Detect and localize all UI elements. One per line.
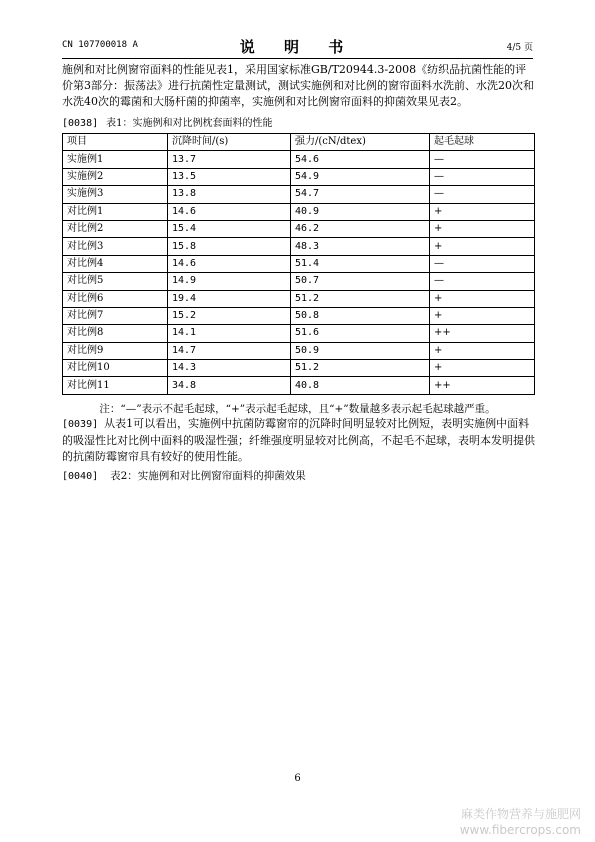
settling-time-cell: 14.1 [168,325,291,342]
pilling-cell: + [430,220,535,237]
pilling-cell: + [430,360,535,377]
table-row [63,151,535,168]
table-row [63,238,535,255]
pilling-cell: ++ [430,377,535,394]
settling-time-cell: 14.3 [168,360,291,377]
settling-time-cell: 15.8 [168,238,291,255]
strength-cell: 54.9 [291,168,430,185]
settling-time-cell: 13.8 [168,186,291,203]
pilling-cell: + [430,307,535,324]
paragraph-0039-text: 从表1可以看出，实施例中抗菌防霉窗帘的沉降时间明显较对比例短，表明实施例中面料的吸湿性比对比例中面料的吸湿性强；纤维强度明显较对比例高，不起毛不起球，表明本发明提供的抗菌防霉窗帘具有较好的使用性能。 [62,417,535,463]
sample-cell: 对比例7 [63,307,168,324]
document-title: 说 明 书 [239,38,356,56]
sample-cell: 对比例6 [63,290,168,307]
sample-cell: 对比例8 [63,325,168,342]
settling-time-cell: 14.9 [168,273,291,290]
column-header: 沉降时间/(s) [168,134,291,151]
paragraph-tag-0040: [0040] [62,471,99,482]
pilling-cell: ++ [430,325,535,342]
sample-cell: 实施例3 [63,186,168,203]
sample-cell: 对比例10 [63,360,168,377]
sample-cell: 实施例2 [63,168,168,185]
settling-time-cell: 14.6 [168,255,291,272]
patent-number: CN 107700018 A [62,40,138,50]
pilling-cell: — [430,168,535,185]
pilling-cell: + [430,238,535,255]
strength-cell: 40.8 [291,377,430,394]
pilling-cell: — [430,151,535,168]
table-row [63,168,535,185]
sample-cell: 对比例3 [63,238,168,255]
strength-cell: 51.2 [291,290,430,307]
column-header: 强力/(cN/dtex) [291,134,430,151]
settling-time-cell: 15.2 [168,307,291,324]
table-row [63,342,535,359]
page-indicator: 4/5 页 [506,43,533,53]
table-header-row [63,134,535,151]
table-note: 注：“—”表示不起毛起球，“+”表示起毛起球，且“+”数量越多表示起毛起球越严重。 [99,403,496,415]
table1-caption: 表1：实施例和对比例枕套面料的性能 [106,118,273,129]
strength-cell: 50.8 [291,307,430,324]
settling-time-cell: 13.7 [168,151,291,168]
watermark [460,806,581,838]
intro-paragraph: 施例和对比例窗帘面料的性能见表1，采用国家标准GB/T20944.3-2008《纺织品抗菌性能的评价第3部分：振荡法》进行抗菌性定量测试，测试实施例和对比例的窗帘面料水洗前、水洗20次和水洗40次的霉菌和大肠杆菌的抑菌率，实施例和对比例窗帘面料的抑菌效果见表2。 [62,63,534,108]
table-row [63,220,535,237]
pilling-cell: + [430,342,535,359]
performance-table [62,133,535,395]
sample-cell: 对比例11 [63,377,168,394]
pilling-cell: — [430,273,535,290]
table-row [63,307,535,324]
table-row [63,273,535,290]
sample-cell: 对比例4 [63,255,168,272]
strength-cell: 40.9 [291,203,430,220]
settling-time-cell: 15.4 [168,220,291,237]
pilling-cell: — [430,255,535,272]
strength-cell: 46.2 [291,220,430,237]
watermark-line-2: www.fibercrops.com [459,823,581,837]
settling-time-cell: 19.4 [168,290,291,307]
paragraph-0039 [62,416,535,465]
paragraph-tag-0039: [0039] [62,419,99,430]
column-header: 项目 [63,134,168,151]
sample-cell: 对比例5 [63,273,168,290]
pilling-cell: + [430,203,535,220]
sample-cell: 对比例2 [63,220,168,237]
table2-heading [62,468,306,483]
table2-caption: 表2：实施例和对比例窗帘面料的抑菌效果 [110,470,306,482]
column-header: 起毛起球 [430,134,535,151]
table-row [63,325,535,342]
settling-time-cell: 14.6 [168,203,291,220]
page-number: 6 [294,773,301,784]
settling-time-cell: 14.7 [168,342,291,359]
table-row [63,186,535,203]
settling-time-cell: 13.5 [168,168,291,185]
pilling-cell: — [430,186,535,203]
table-row [63,203,535,220]
strength-cell: 50.7 [291,273,430,290]
paragraph-tag-0038: [0038] [62,118,99,129]
strength-cell: 50.9 [291,342,430,359]
sample-cell: 对比例9 [63,342,168,359]
settling-time-cell: 34.8 [168,377,291,394]
strength-cell: 54.7 [291,186,430,203]
pilling-cell: + [430,290,535,307]
page-header [62,36,533,56]
strength-cell: 51.6 [291,325,430,342]
watermark-line-1: 麻类作物营养与施肥网 [460,807,581,821]
table1-caption-line [62,114,273,129]
strength-cell: 51.4 [291,255,430,272]
table-row [63,290,535,307]
strength-cell: 51.2 [291,360,430,377]
table-row [63,255,535,272]
sample-cell: 对比例1 [63,203,168,220]
table-row [63,377,535,394]
strength-cell: 48.3 [291,238,430,255]
sample-cell: 实施例1 [63,151,168,168]
header-rule [62,58,533,59]
table-row [63,360,535,377]
strength-cell: 54.6 [291,151,430,168]
